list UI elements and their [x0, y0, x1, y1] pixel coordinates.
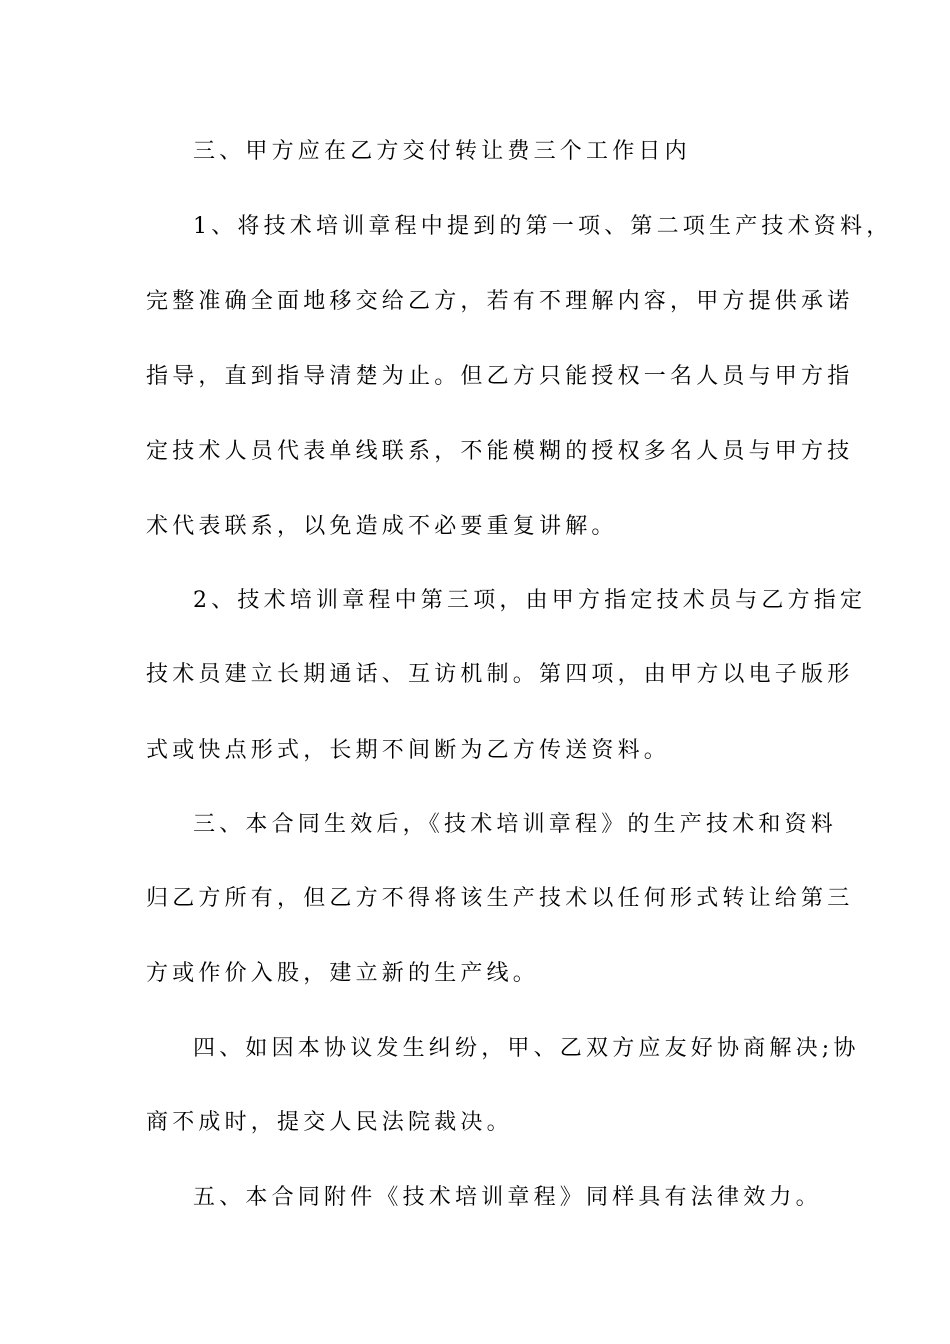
paragraph-1-line-1: 1、将技术培训章程中提到的第一项、第二项生产技术资料，	[193, 214, 893, 239]
clause-3-line-1: 三、本合同生效后，《技术培训章程》的生产技术和资料	[193, 812, 838, 837]
clause-4-line-2: 商不成时，提交人民法院裁决。	[146, 1110, 513, 1135]
paragraph-2-line-1: 2、技术培训章程中第三项，由甲方指定技术员与乙方指定	[193, 588, 867, 613]
clause-3-line-3: 方或作价入股，建立新的生产线。	[146, 961, 540, 986]
paragraph-1-line-5: 术代表联系，以免造成不必要重复讲解。	[146, 514, 618, 539]
paragraph-2-line-2: 技术员建立长期通话、互访机制。第四项，由甲方以电子版形	[146, 662, 854, 687]
paragraph-2-line-3: 式或快点形式，长期不间断为乙方传送资料。	[146, 738, 671, 763]
clause-3-line-2: 归乙方所有，但乙方不得将该生产技术以任何形式转让给第三	[146, 886, 854, 911]
paragraph-1-line-4: 定技术人员代表单线联系，不能模糊的授权多名人员与甲方技	[146, 439, 854, 464]
clause-4-line-1: 四、如因本协议发生纠纷，甲、乙双方应友好协商解决;协	[193, 1036, 860, 1061]
clause-5-line-1: 五、本合同附件《技术培训章程》同样具有法律效力。	[193, 1185, 822, 1210]
paragraph-1-line-3: 指导，直到指导清楚为止。但乙方只能授权一名人员与甲方指	[146, 364, 854, 389]
paragraph-1-line-2: 完整准确全面地移交给乙方，若有不理解内容，甲方提供承诺	[146, 289, 854, 314]
section-3-heading: 三、甲方应在乙方交付转让费三个工作日内	[193, 139, 691, 164]
